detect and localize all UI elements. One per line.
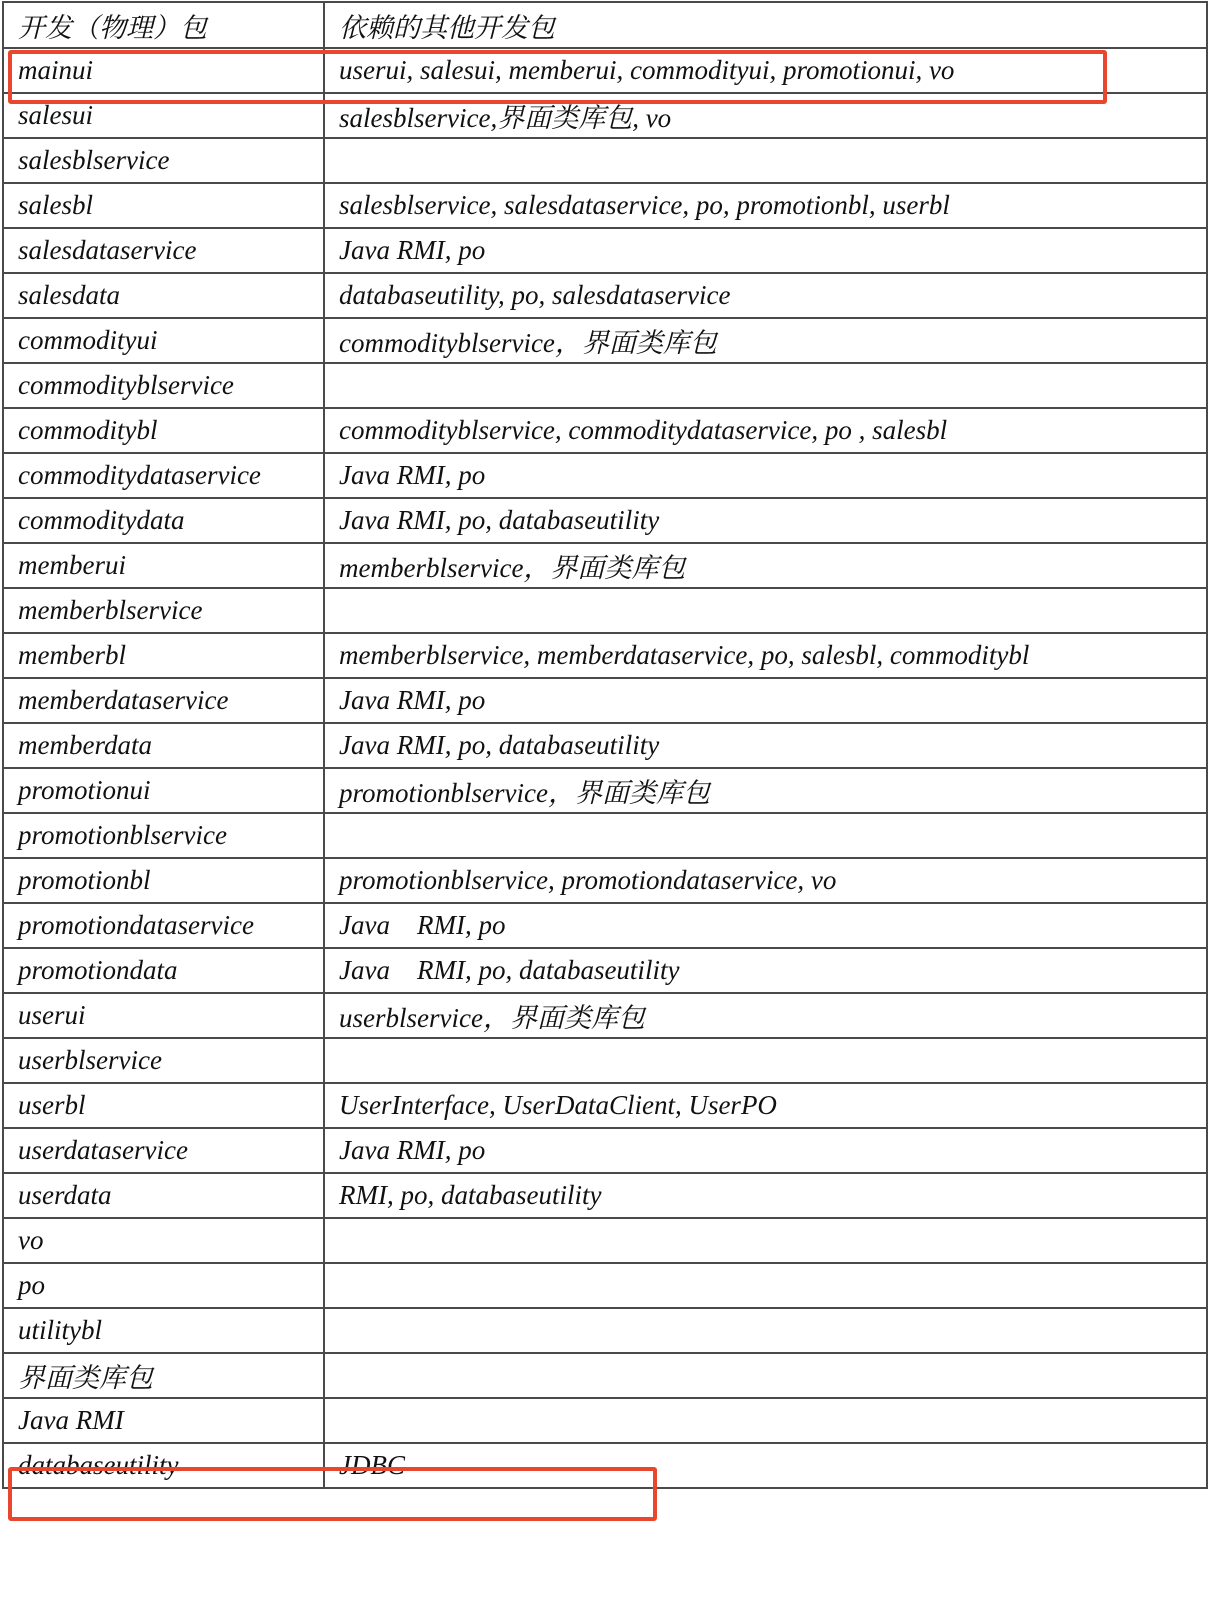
table-row xyxy=(3,768,1207,813)
table-row xyxy=(3,1173,1207,1218)
package-dependency-table xyxy=(2,1,1208,1489)
package-cell: memberdata xyxy=(3,723,324,768)
dependencies-cell: memberblservice, memberdataservice, po, salesbl, commoditybl xyxy=(324,633,1207,678)
table-row xyxy=(3,948,1207,993)
package-dependency-table-container xyxy=(2,1,1206,1489)
dependencies-cell: databaseutility, po, salesdataservice xyxy=(324,273,1207,318)
table-row xyxy=(3,588,1207,633)
package-cell: commoditydata xyxy=(3,498,324,543)
table-row xyxy=(3,1443,1207,1488)
dependencies-cell: Java RMI, po xyxy=(324,903,1207,948)
table-row xyxy=(3,543,1207,588)
dependencies-cell: promotionblservice，界面类库包 xyxy=(324,768,1207,813)
table-row xyxy=(3,408,1207,453)
package-cell: memberdataservice xyxy=(3,678,324,723)
package-cell: salesbl xyxy=(3,183,324,228)
table-header-row xyxy=(3,2,1207,48)
package-cell: userui xyxy=(3,993,324,1038)
table-row xyxy=(3,138,1207,183)
package-cell: promotionblservice xyxy=(3,813,324,858)
table-row xyxy=(3,318,1207,363)
table-row xyxy=(3,498,1207,543)
package-cell: userblservice xyxy=(3,1038,324,1083)
table-row xyxy=(3,1263,1207,1308)
package-cell: promotiondata xyxy=(3,948,324,993)
table-row xyxy=(3,1308,1207,1353)
table-row xyxy=(3,228,1207,273)
table-row xyxy=(3,273,1207,318)
package-cell: salesdata xyxy=(3,273,324,318)
table-row xyxy=(3,48,1207,93)
dependencies-cell: Java RMI, po, databaseutility xyxy=(324,723,1207,768)
dependencies-cell: memberblservice，界面类库包 xyxy=(324,543,1207,588)
package-cell: commoditydataservice xyxy=(3,453,324,498)
dependencies-cell: salesblservice,界面类库包, vo xyxy=(324,93,1207,138)
package-cell: commoditybl xyxy=(3,408,324,453)
table-row xyxy=(3,1218,1207,1263)
header-dependencies: 依赖的其他开发包 xyxy=(324,2,1207,48)
table-row xyxy=(3,183,1207,228)
package-cell: utilitybl xyxy=(3,1308,324,1353)
table-body xyxy=(3,2,1207,1488)
package-cell: mainui xyxy=(3,48,324,93)
table-row xyxy=(3,633,1207,678)
dependencies-cell: Java RMI, po xyxy=(324,228,1207,273)
package-cell: userdataservice xyxy=(3,1128,324,1173)
package-cell: promotionbl xyxy=(3,858,324,903)
table-row xyxy=(3,93,1207,138)
dependencies-cell xyxy=(324,1218,1207,1263)
dependencies-cell xyxy=(324,138,1207,183)
table-row xyxy=(3,453,1207,498)
dependencies-cell: commodityblservice, commoditydataservice, po , salesbl xyxy=(324,408,1207,453)
dependencies-cell xyxy=(324,588,1207,633)
dependencies-cell: Java RMI, po xyxy=(324,453,1207,498)
dependencies-cell xyxy=(324,363,1207,408)
package-cell: commodityblservice xyxy=(3,363,324,408)
table-row xyxy=(3,903,1207,948)
dependencies-cell: commodityblservice，界面类库包 xyxy=(324,318,1207,363)
package-cell: memberui xyxy=(3,543,324,588)
dependencies-cell: promotionblservice, promotiondataservice, vo xyxy=(324,858,1207,903)
package-cell: vo xyxy=(3,1218,324,1263)
package-cell: promotiondataservice xyxy=(3,903,324,948)
table-row xyxy=(3,363,1207,408)
dependencies-cell: JDBC xyxy=(324,1443,1207,1488)
dependencies-cell xyxy=(324,1263,1207,1308)
table-row xyxy=(3,813,1207,858)
header-package: 开发（物理）包 xyxy=(3,2,324,48)
package-cell: salesdataservice xyxy=(3,228,324,273)
table-row xyxy=(3,1038,1207,1083)
dependencies-cell: Java RMI, po, databaseutility xyxy=(324,948,1207,993)
package-cell: commodityui xyxy=(3,318,324,363)
dependencies-cell xyxy=(324,813,1207,858)
package-cell: userdata xyxy=(3,1173,324,1218)
table-row xyxy=(3,723,1207,768)
table-row xyxy=(3,858,1207,903)
package-cell: promotionui xyxy=(3,768,324,813)
dependencies-cell xyxy=(324,1308,1207,1353)
dependencies-cell: userui, salesui, memberui, commodityui, promotionui, vo xyxy=(324,48,1207,93)
package-cell: 界面类库包 xyxy=(3,1353,324,1398)
table-row xyxy=(3,1398,1207,1443)
dependencies-cell: UserInterface, UserDataClient, UserPO xyxy=(324,1083,1207,1128)
package-cell: Java RMI xyxy=(3,1398,324,1443)
table-row xyxy=(3,678,1207,723)
dependencies-cell: Java RMI, po xyxy=(324,678,1207,723)
dependencies-cell: Java RMI, po xyxy=(324,1128,1207,1173)
dependencies-cell: userblservice，界面类库包 xyxy=(324,993,1207,1038)
dependencies-cell xyxy=(324,1038,1207,1083)
dependencies-cell xyxy=(324,1353,1207,1398)
table-row xyxy=(3,993,1207,1038)
table-row xyxy=(3,1353,1207,1398)
dependencies-cell: Java RMI, po, databaseutility xyxy=(324,498,1207,543)
dependencies-cell: salesblservice, salesdataservice, po, promotionbl, userbl xyxy=(324,183,1207,228)
dependencies-cell: RMI, po, databaseutility xyxy=(324,1173,1207,1218)
table-row xyxy=(3,1083,1207,1128)
dependencies-cell xyxy=(324,1398,1207,1443)
package-cell: salesblservice xyxy=(3,138,324,183)
package-cell: salesui xyxy=(3,93,324,138)
package-cell: userbl xyxy=(3,1083,324,1128)
package-cell: databaseutility xyxy=(3,1443,324,1488)
table-row xyxy=(3,1128,1207,1173)
package-cell: memberbl xyxy=(3,633,324,678)
package-cell: memberblservice xyxy=(3,588,324,633)
package-cell: po xyxy=(3,1263,324,1308)
